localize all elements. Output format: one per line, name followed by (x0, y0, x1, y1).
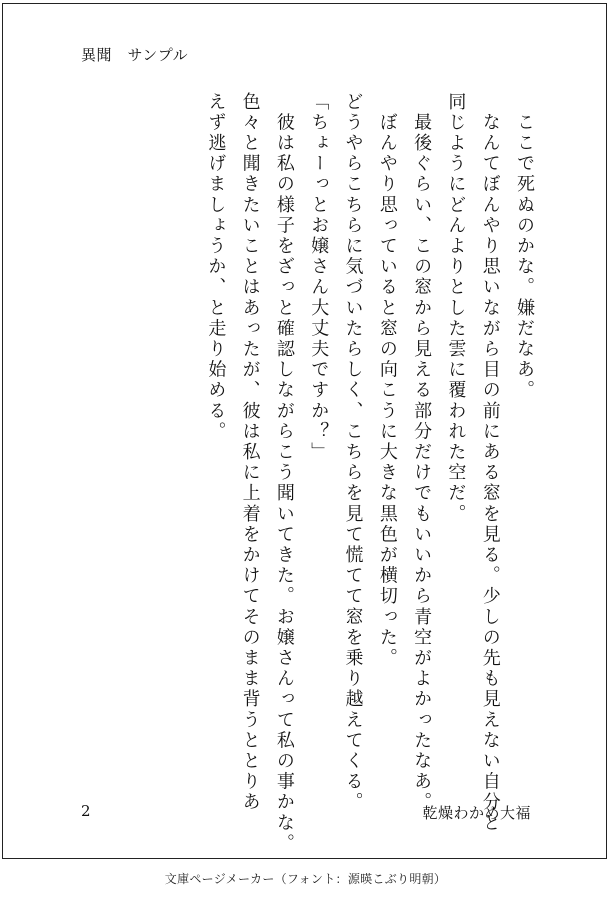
body-line: 彼は私の様子をざっと確認しながらこう聞いてきた。お嬢さんって私の事かな。 (273, 92, 295, 855)
page-number: 2 (81, 802, 91, 820)
body-line: えず逃げましょうか、と走り始める。 (205, 92, 227, 443)
body-line: 同じようにどんよりとした雲に覆われた空だ。 (445, 92, 467, 525)
body-line: 色々と聞きたいことはあったが、彼は私に上着をかけてそのまま背うととりあ (239, 92, 261, 813)
body-line: どうやらこちらに気づいたらしく、こちらを見て慌てて窓を乗り越えてくる。 (342, 92, 364, 813)
body-line: ぼんやり思っていると窓の向こうに大きな黒色が横切った。 (376, 92, 398, 669)
running-header: 異聞 サンプル (81, 46, 189, 64)
footer-credit: 文庫ページメーカー（フォント：源暎こぶり明朝） (164, 872, 447, 886)
body-line: 最後ぐらい、この窓から見える部分だけでもいいから青空がよかったなあ。 (411, 92, 433, 813)
author-name: 乾燥わかめ大福 (422, 804, 531, 822)
page-frame (2, 3, 607, 859)
body-line: なんてぼんやり思いながら目の前にある窓を見る。少しの先も見えない自分と (479, 92, 501, 834)
body-line: ここで死ぬのかな。嫌だなあ。 (514, 92, 535, 401)
body-line: 「ちょーっとお嬢さん大丈夫ですか？」 (308, 92, 330, 463)
